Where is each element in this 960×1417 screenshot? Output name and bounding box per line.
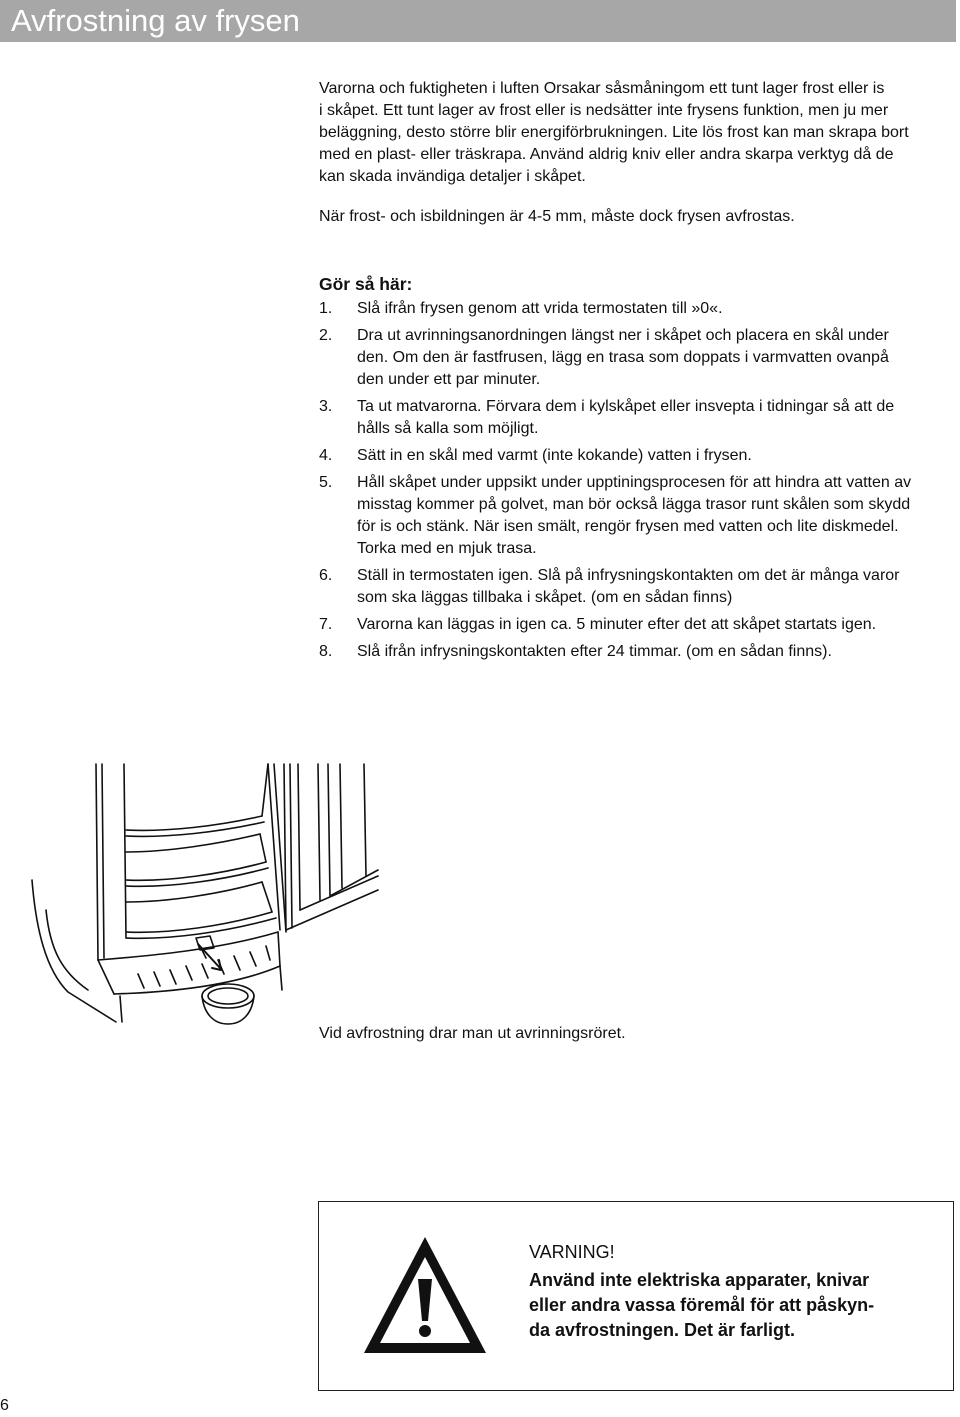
warning-text (529, 1268, 939, 1343)
instruction-steps (319, 298, 960, 668)
step-number: 8. (319, 643, 333, 660)
step-text: Sätt in en skål med varmt (inte kokande) vatten i frysen. (357, 447, 752, 464)
warning-triangle-icon (360, 1233, 490, 1357)
instructions-heading: Gör så här: (319, 274, 413, 294)
freezer-drain-illustration (28, 760, 384, 1030)
warning-line: Använd inte elektriska apparater, knivar (529, 1270, 870, 1290)
step-text: som ska läggas tillbaka i skåpet. (om en sådan finns) (357, 589, 733, 606)
warning-line: da avfrostningen. Det är farligt. (529, 1320, 796, 1340)
intro-line: i skåpet. Ett tunt lager av frost eller is nedsätter inte frysens funktion, men ju mer (319, 102, 889, 119)
defrost-threshold-note: När frost- och isbildningen är 4-5 mm, måste dock frysen avfrostas. (319, 208, 795, 225)
warning-line: eller andra vassa föremål för att påskyn- (529, 1295, 875, 1315)
step-text: hålls så kalla som möjligt. (357, 420, 539, 437)
intro-paragraph (319, 78, 959, 188)
step-text: den under ett par minuter. (357, 371, 541, 388)
intro-line: med en plast- eller träskrapa. Använd aldrig kniv eller andra skarpa verktyg då de (319, 146, 894, 163)
step-number: 2. (319, 327, 333, 344)
figure-caption: Vid avfrostning drar man ut avrinningsröret. (319, 1025, 626, 1042)
step-text: Håll skåpet under uppsikt under upptiningsprocesen för att hindra att vatten av (357, 474, 912, 491)
step-number: 4. (319, 447, 333, 464)
step-text: Ställ in termostaten igen. Slå på infrysningskontakten om det är många varor (357, 567, 900, 584)
page-number: 6 (0, 1397, 9, 1414)
step-text: för is och stänk. När isen smält, rengör frysen med vatten och lite diskmedel. (357, 518, 899, 535)
step-item (319, 565, 960, 609)
intro-line: Varorna och fuktigheten i luften Orsakar såsmåningom ett tunt lager frost eller is (319, 80, 885, 97)
step-text: Varorna kan läggas in igen ca. 5 minuter efter det att skåpet startats igen. (357, 616, 877, 633)
step-text: Slå ifrån infrysningskontakten efter 24 timmar. (om en sådan finns). (357, 643, 832, 660)
intro-line: beläggning, desto större blir energiförbrukningen. Lite lös frost kan man skrapa bort (319, 124, 909, 141)
step-text: den. Om den är fastfrusen, lägg en trasa som doppats i varmvatten ovanpå (357, 349, 889, 366)
step-number: 5. (319, 474, 333, 491)
warning-box (318, 1201, 954, 1391)
step-item (319, 641, 960, 663)
step-item (319, 472, 960, 560)
step-item (319, 298, 960, 320)
step-item (319, 614, 960, 636)
step-number: 6. (319, 567, 333, 584)
warning-title: VARNING! (529, 1242, 615, 1262)
step-text: Slå ifrån frysen genom att vrida termostaten till »0«. (357, 300, 723, 317)
step-text: Torka med en mjuk trasa. (357, 540, 537, 557)
step-text: misstag kommer på golvet, man bör också lägga trasor runt skålen som skydd (357, 496, 911, 513)
step-item (319, 325, 960, 391)
step-number: 3. (319, 398, 333, 415)
step-number: 1. (319, 300, 333, 317)
step-item (319, 396, 960, 440)
step-number: 7. (319, 616, 333, 633)
step-item (319, 445, 960, 467)
title-bar (0, 0, 956, 42)
page-title: Avfrostning av frysen (11, 3, 300, 38)
step-text: Ta ut matvarorna. Förvara dem i kylskåpet eller insvepta i tidningar så att de (357, 398, 895, 415)
step-text: Dra ut avrinningsanordningen längst ner i skåpet och placera en skål under (357, 327, 889, 344)
intro-line: kan skada invändiga detaljer i skåpet. (319, 168, 586, 185)
